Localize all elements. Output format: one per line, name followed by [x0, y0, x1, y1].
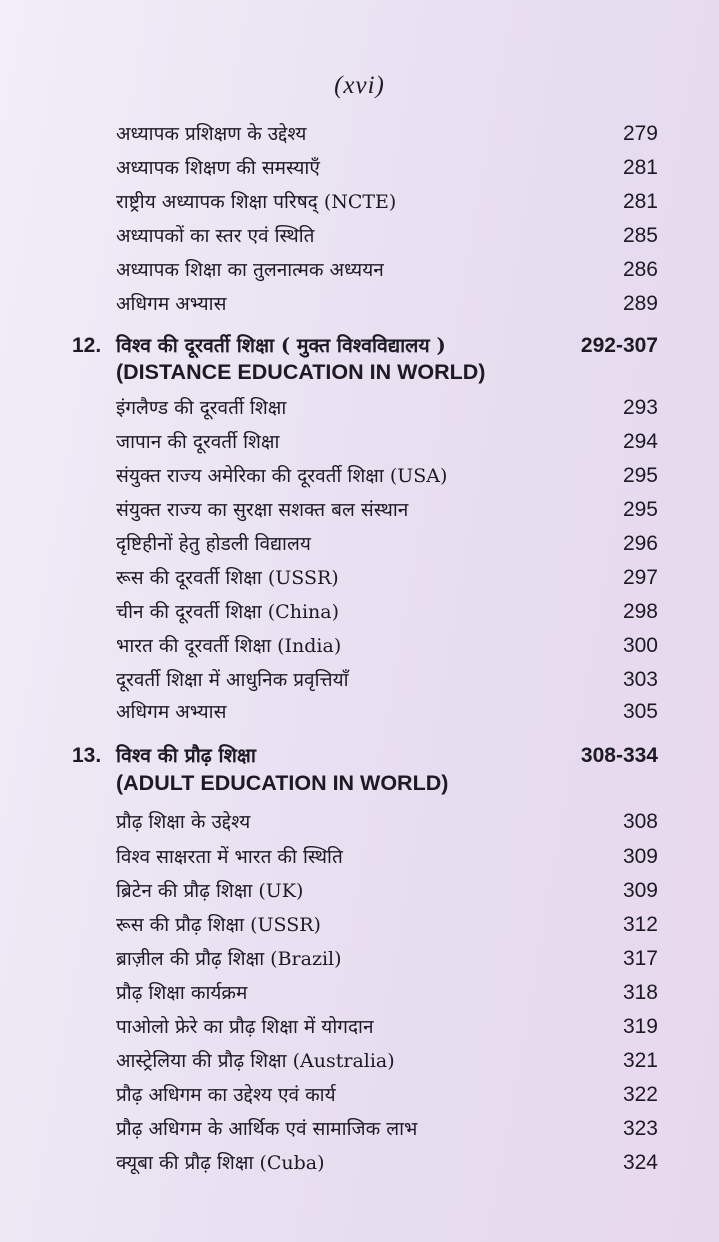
chapter-english-title: (DISTANCE EDUCATION IN WORLD): [116, 360, 486, 384]
entry-title: ब्राज़ील की प्रौढ़ शिक्षा (Brazil): [116, 948, 342, 970]
entry-page: 281: [622, 156, 658, 179]
chapter-heading: [72, 324, 658, 360]
entry-title: अधिगम अभ्यास: [116, 701, 227, 723]
toc-entry: [116, 114, 658, 148]
entry-title: ब्रिटेन की प्रौढ़ शिक्षा (UK): [116, 880, 304, 902]
entry-page: 295: [622, 464, 658, 487]
toc-entry: [116, 592, 658, 626]
entry-page: 312: [622, 913, 658, 936]
toc-entry: [116, 1075, 658, 1109]
entry-title: जापान की दूरवर्ती शिक्षा: [116, 431, 280, 453]
toc-entry: [116, 1007, 658, 1041]
chapter-title: विश्व की प्रौढ़ शिक्षा: [116, 744, 256, 767]
toc-entry: [116, 973, 658, 1007]
toc-entry: [116, 939, 658, 973]
toc-entry: [116, 558, 658, 592]
entry-page: 289: [622, 292, 658, 315]
toc-entry: [116, 216, 658, 250]
entry-page: 309: [622, 845, 658, 868]
chapter-english-title: (ADULT EDUCATION IN WORLD): [116, 771, 449, 795]
toc-entry: [116, 182, 658, 216]
entry-title: संयुक्त राज्य का सुरक्षा सशक्त बल संस्थान: [116, 499, 409, 521]
entry-title: अध्यापकों का स्तर एवं स्थिति: [116, 225, 315, 247]
toc-entry: [116, 1109, 658, 1143]
entry-page: 318: [622, 981, 658, 1004]
toc-entry: [116, 250, 658, 284]
toc-entry: [116, 802, 658, 836]
entry-title: आस्ट्रेलिया की प्रौढ़ शिक्षा (Australia): [116, 1050, 395, 1072]
entry-title: प्रौढ़ अधिगम के आर्थिक एवं सामाजिक लाभ: [116, 1118, 418, 1140]
toc-entry: [116, 388, 658, 422]
entry-page: 286: [622, 258, 658, 281]
toc-entry: [116, 905, 658, 939]
toc-entry: [116, 456, 658, 490]
entry-page: 323: [622, 1117, 658, 1140]
entry-title: विश्व साक्षरता में भारत की स्थिति: [116, 846, 343, 868]
toc-entry: [116, 1143, 658, 1177]
chapter-pages: 292-307: [580, 334, 658, 357]
entry-page: 296: [622, 532, 658, 555]
toc-entry: [116, 871, 658, 905]
entry-page: 324: [622, 1151, 658, 1174]
chapter-number: 13.: [72, 744, 102, 767]
entry-title: राष्ट्रीय अध्यापक शिक्षा परिषद् (NCTE): [116, 191, 397, 213]
entry-title: इंगलैण्ड की दूरवर्ती शिक्षा: [116, 397, 287, 419]
entry-page: 322: [622, 1083, 658, 1106]
entry-title: क्यूबा की प्रौढ़ शिक्षा (Cuba): [116, 1152, 325, 1174]
entry-page: 317: [622, 947, 658, 970]
entry-title: भारत की दूरवर्ती शिक्षा (India): [116, 635, 342, 657]
chapter-number: 12.: [72, 334, 102, 357]
entry-title: दृष्टिहीनों हेतु होडली विद्यालय: [116, 533, 311, 555]
chapter-heading: [72, 734, 658, 770]
entry-page: 297: [622, 566, 658, 589]
entry-page: 279: [622, 122, 658, 145]
toc-entry: [116, 524, 658, 558]
entry-page: 308: [622, 810, 658, 833]
entry-title: रूस की दूरवर्ती शिक्षा (USSR): [116, 567, 339, 589]
entry-page: 321: [622, 1049, 658, 1072]
entry-page: 281: [622, 190, 658, 213]
entry-title: चीन की दूरवर्ती शिक्षा (China): [116, 601, 340, 623]
toc-entry: [116, 490, 658, 524]
toc-entry: [116, 1041, 658, 1075]
entry-title: अध्यापक शिक्षण की समस्याएँ: [116, 157, 320, 179]
entry-title: दूरवर्ती शिक्षा में आधुनिक प्रवृत्तियाँ: [116, 669, 349, 691]
entry-title: अधिगम अभ्यास: [116, 293, 227, 315]
entry-title: अध्यापक शिक्षा का तुलनात्मक अध्ययन: [116, 259, 384, 281]
entry-page: 305: [622, 700, 658, 723]
entry-page: 294: [622, 430, 658, 453]
entry-page: 309: [622, 879, 658, 902]
chapter-pages: 308-334: [580, 744, 658, 767]
toc-entry: [116, 626, 658, 660]
entry-page: 298: [622, 600, 658, 623]
toc-entry: [116, 837, 658, 871]
page-number-marker: (xvi): [334, 72, 385, 99]
toc-entry: [116, 660, 658, 694]
entry-title: पाओलो फ्रेरे का प्रौढ़ शिक्षा में योगदान: [116, 1016, 374, 1038]
toc-entry: [116, 148, 658, 182]
entry-page: 300: [622, 634, 658, 657]
toc-entry: [116, 284, 658, 318]
entry-page: 303: [622, 668, 658, 691]
entry-title: संयुक्त राज्य अमेरिका की दूरवर्ती शिक्षा (USA): [116, 465, 448, 487]
entry-title: प्रौढ़ अधिगम का उद्देश्य एवं कार्य: [116, 1084, 336, 1106]
entry-page: 319: [622, 1015, 658, 1038]
entry-page: 285: [622, 224, 658, 247]
toc-entry: [116, 422, 658, 456]
entry-title: अध्यापक प्रशिक्षण के उद्देश्य: [116, 123, 307, 145]
chapter-title: विश्व की दूरवर्ती शिक्षा ( मुक्त विश्वविद्यालय ): [116, 334, 446, 357]
entry-page: 295: [622, 498, 658, 521]
entry-title: प्रौढ़ शिक्षा के उद्देश्य: [116, 811, 251, 833]
toc-entry: [116, 692, 658, 726]
entry-title: रूस की प्रौढ़ शिक्षा (USSR): [116, 914, 321, 936]
entry-title: प्रौढ़ शिक्षा कार्यक्रम: [116, 982, 248, 1004]
entry-page: 293: [622, 396, 658, 419]
